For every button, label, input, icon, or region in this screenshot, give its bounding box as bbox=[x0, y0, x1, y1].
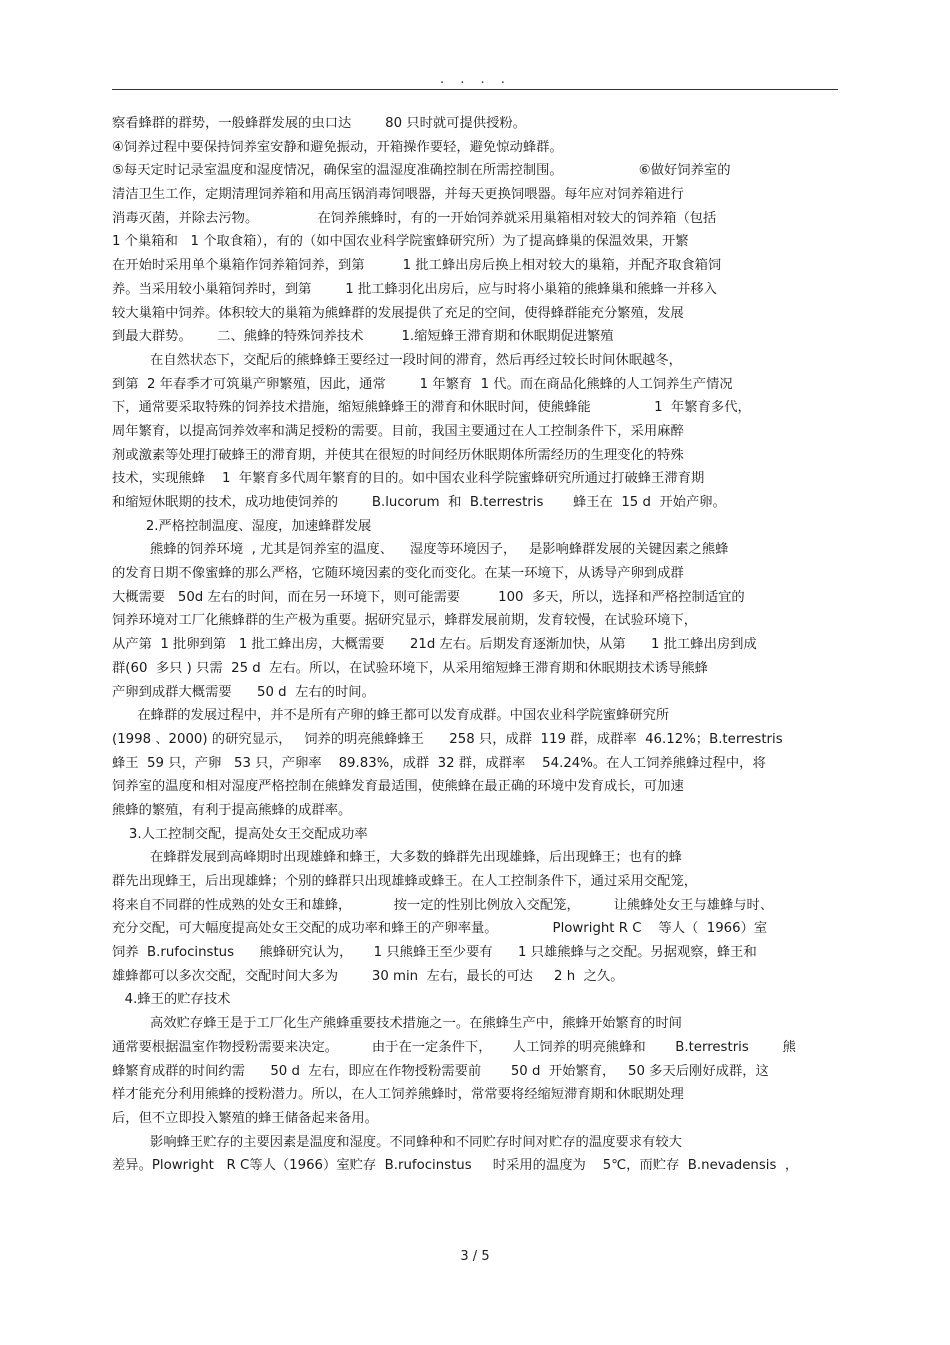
text-line: 蜂繁育成群的时间约需 50 d 左右，即应在作物授粉需要前 50 d 开始繁育， 50 多天后刚好成群，这 bbox=[112, 1063, 769, 1079]
text-line: 消毒灭菌，并除去污物。 在饲养熊蜂时，有的一开始饲养就采用巢箱相对较大的饲养箱（包括 bbox=[112, 210, 717, 226]
header-rule bbox=[112, 89, 838, 90]
text-line: (1998 、2000) 的研究显示， 饲养的明亮熊蜂蜂王 258 只，成群 119 群，成群率 46.12%；B.terrestris bbox=[112, 731, 783, 747]
text-line: 饲养室的温度和相对湿度严格控制在熊蜂发育最适围，使熊蜂在最正确的环境中发育成长，可加速 bbox=[112, 779, 684, 795]
text-line: 群先出现蜂王，后出现雄蜂；个别的蜂群只出现雄蜂或蜂王。在人工控制条件下，通过采用交配笼， bbox=[112, 874, 698, 889]
text-line: 熊蜂的繁殖，有利于提高熊蜂的成群率。 bbox=[112, 802, 352, 818]
text-line: 后，但不立即投入繁殖的蜂王储备起来备用。 bbox=[112, 1110, 378, 1126]
text-line: 2.严格控制温度、湿度，加速蜂群发展 bbox=[112, 518, 372, 534]
text-line: ⑤每天定时记录室温度和湿度情况，确保室的温湿度准确控制在所需控制围。 ⑥做好饲养室的 bbox=[112, 163, 731, 179]
text-line: 下，通常要采取特殊的饲养技术措施，缩短熊蜂蜂王的滞育和休眠时间，使熊蜂能 1 年繁育多代， bbox=[112, 400, 751, 416]
text-line: 在蜂群的发展过程中，并不是所有产卵的蜂王都可以发育成群。中国农业科学院蜜蜂研究所 bbox=[112, 708, 670, 724]
body-text bbox=[112, 112, 840, 1178]
text-line: 产卵到成群大概需要 50 d 左右的时间。 bbox=[112, 684, 375, 700]
text-line: 到第 2 年春季才可筑巢产卵繁殖，因此，通常 1 年繁育 1 代。而在商品化熊蜂的人工饲养生产情况 bbox=[112, 376, 733, 392]
text-line: 在开始时采用单个巢箱作饲养箱饲养，到第 1 批工蜂出房后换上相对较大的巢箱，并配齐取食箱饲 bbox=[112, 258, 722, 274]
header-dots: . . . . bbox=[440, 72, 511, 87]
text-line: 较大巢箱中饲养。体积较大的巢箱为熊蜂群的发展提供了充足的空间，使得蜂群能充分繁殖，发展 bbox=[112, 305, 684, 321]
text-line: 在蜂群发展到高峰期时出现雄蜂和蜂王，大多数的蜂群先出现雄蜂，后出现蜂王；也有的蜂 bbox=[112, 850, 682, 866]
text-line: 充分交配，可大幅度提高处女王交配的成功率和蜂王的产卵率量。 Plowright R C 等人（ 1966）室 bbox=[112, 921, 768, 937]
text-line: 剂或激素等处理打破蜂王的滞育期，并使其在很短的时间经历休眠期体所需经历的生理变化的特殊 bbox=[112, 447, 684, 463]
text-line: 周年繁育，以提高饲养效率和满足授粉的需要。目前，我国主要通过在人工控制条件下，采用麻醉 bbox=[112, 423, 684, 439]
page-number: 3 / 5 bbox=[460, 1249, 490, 1264]
text-line: 养。当采用较小巢箱饲养时，到第 1 批工蜂羽化出房后，应与时将小巢箱的熊蜂巢和熊蜂一并移入 bbox=[112, 281, 717, 297]
text-line: 饲养 B.rufocinstus 熊蜂研究认为， 1 只熊蜂王至少要有 1 只雄熊蜂与之交配。另据观察，蜂王和 bbox=[112, 945, 757, 961]
text-line: ④饲养过程中要保持饲养室安静和避免振动，开箱操作要轻，避免惊动蜂群。 bbox=[112, 139, 563, 155]
text-line: 和缩短休眠期的技术，成功地使饲养的 B.lucorum 和 B.terrestris 蜂王在 15 d 开始产卵。 bbox=[112, 495, 726, 510]
text-line: 样才能充分利用熊蜂的授粉潜力。所以，在人工饲养熊蜂时，常常要将经缩短滞育期和休眠期处理 bbox=[112, 1087, 684, 1103]
text-line: 3.人工控制交配，提高处女王交配成功率 bbox=[112, 826, 368, 842]
text-line: 饲养环境对工厂化熊蜂群的生产极为重要。据研究显示，蜂群发展前期，发育较慢，在试验环境下， bbox=[112, 613, 698, 629]
text-line: 差异。Plowright R C等人（1966）室贮存 B.rufocinstus 时采用的温度为 5℃，而贮存 B.nevadensis ， bbox=[112, 1158, 799, 1174]
text-line: 高效贮存蜂王是于工厂化生产熊蜂重要技术措施之一。在熊蜂生产中，熊蜂开始繁育的时间 bbox=[112, 1016, 682, 1032]
text-line: 影响蜂王贮存的主要因素是温度和湿度。不同蜂种和不同贮存时间对贮存的温度要求有较大 bbox=[112, 1134, 682, 1150]
text-line: 群(60 多只 ) 只需 25 d 左右。所以，在试验环境下，从采用缩短蜂王滞育期和休眠期技术诱导熊蜂 bbox=[112, 660, 708, 676]
text-line: 将来自不同群的性成熟的处女王和雄蜂， 按一定的性别比例放入交配笼， 让熊蜂处女王与雄蜂与时、 bbox=[112, 897, 774, 913]
text-line: 技术，实现熊蜂 1 年繁育多代周年繁育的目的。如中国农业科学院蜜蜂研究所通过打破蜂王滞育期 bbox=[112, 471, 705, 487]
text-line: 的发育日期不像蜜蜂的那么严格，它随环境因素的变化而变化。在某一环境下，从诱导产卵到成群 bbox=[112, 566, 684, 582]
text-line: 雄蜂都可以多次交配，交配时间大多为 30 min 左右，最长的可达 2 h 之久。 bbox=[112, 968, 624, 984]
text-line: 从产第 1 批卵到第 1 批工蜂出房，大概需要 21d 左右。后期发育逐渐加快，从第 1 批工蜂出房到成 bbox=[112, 637, 757, 653]
text-line: 到最大群势。 二、熊蜂的特殊饲养技术 1.缩短蜂王滞育期和休眠期促进繁殖 bbox=[112, 329, 614, 345]
text-line: 通常要根据温室作物授粉需要来决定。 由于在一定条件下， 人工饲养的明亮熊蜂和 B.terrestris 熊 bbox=[112, 1039, 796, 1055]
text-line: 清洁卫生工作，定期清理饲养箱和用高压锅消毒饲喂器，并每天更换饲喂器。每年应对饲养箱进行 bbox=[112, 187, 684, 203]
text-line: 4.蜂王的贮存技术 bbox=[112, 992, 231, 1008]
text-line: 大概需要 50d 左右的时间，而在另一环境下，则可能需要 100 多天，所以，选择和严格控制适宜的 bbox=[112, 589, 745, 605]
text-line: 熊蜂的饲养环境 , 尤其是饲养室的温度、 湿度等环境因子， 是影响蜂群发展的关键因素之熊蜂 bbox=[112, 542, 729, 558]
text-line: 1 个巢箱和 1 个取食箱），有的（如中国农业科学院蜜蜂研究所）为了提高蜂巢的保温效果，开繁 bbox=[112, 234, 689, 250]
text-line: 察看蜂群的群势，一般蜂群发展的虫口达 80 只时就可提供授粉。 bbox=[112, 116, 526, 131]
text-line: 蜂王 59 只，产卵 53 只，产卵率 89.83%，成群 32 群，成群率 54.24%。在人工饲养熊蜂过程中，将 bbox=[112, 755, 766, 771]
text-line: 在自然状态下，交配后的熊蜂蜂王要经过一段时间的滞育，然后再经过较长时间休眠越冬， bbox=[112, 352, 682, 368]
